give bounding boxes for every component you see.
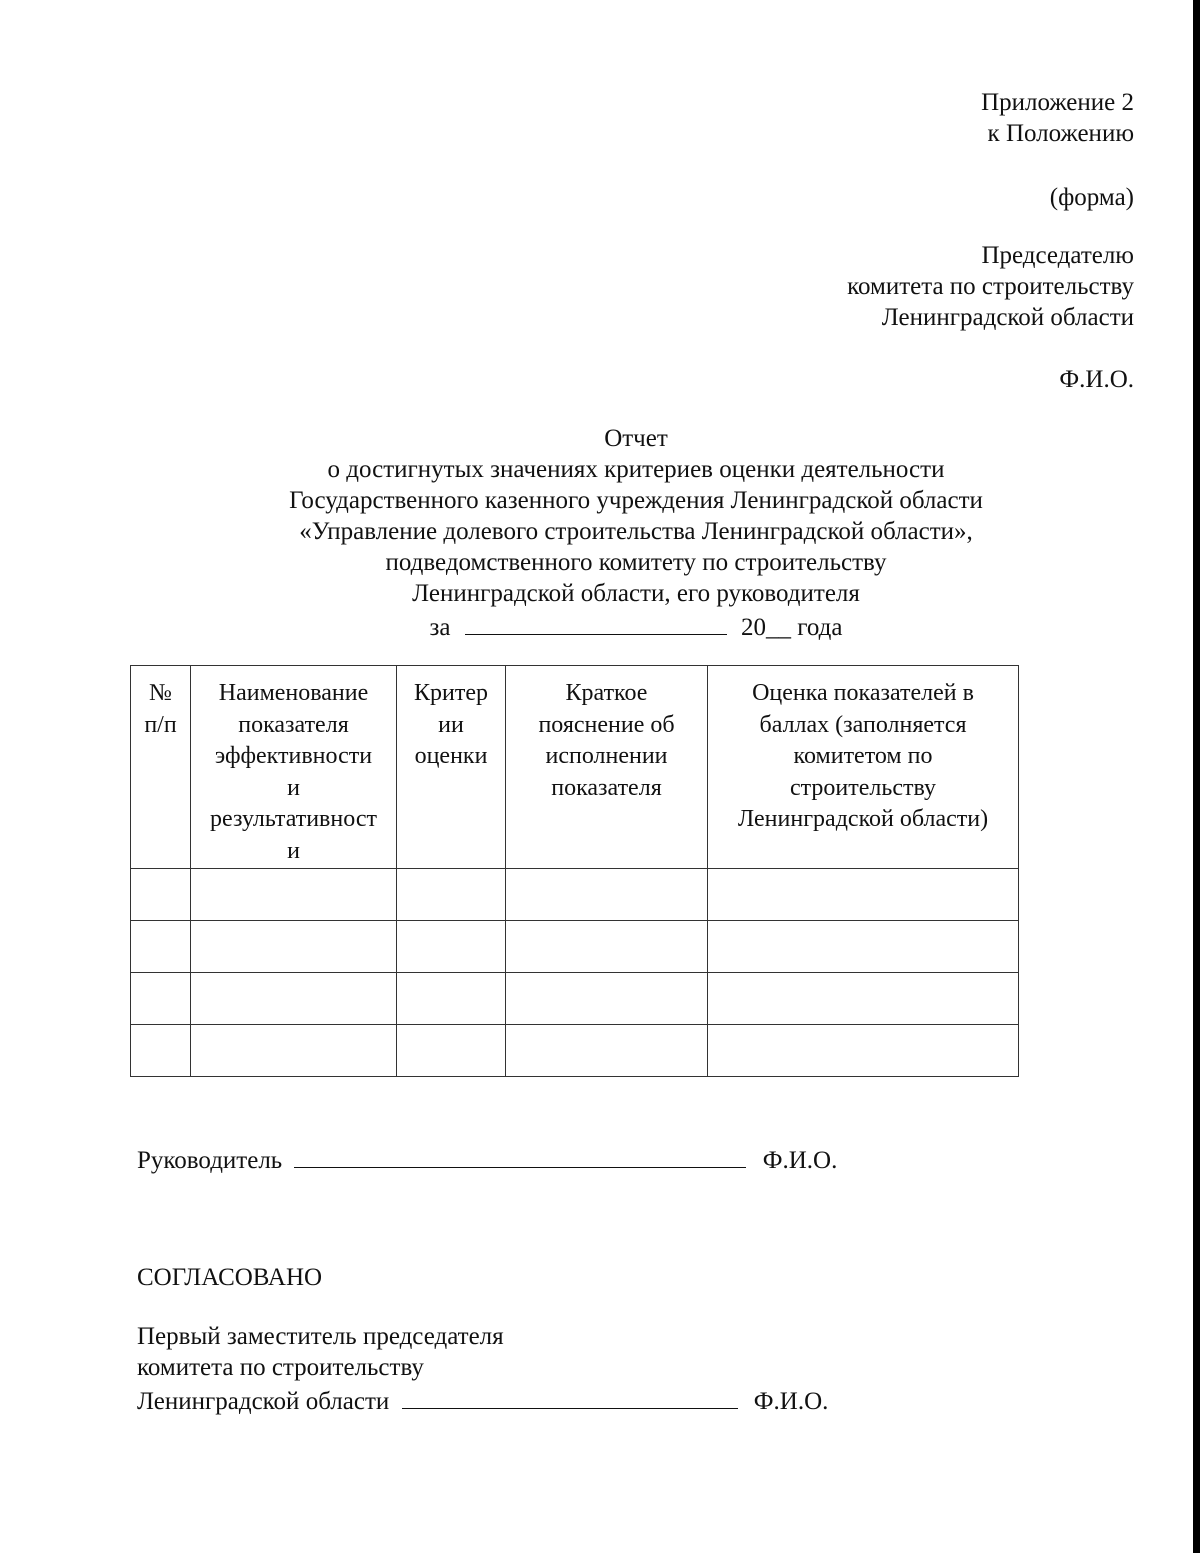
approved-label: СОГЛАСОВАНО xyxy=(137,1264,323,1291)
form-note: (форма) xyxy=(1049,184,1134,211)
table-cell[interactable] xyxy=(191,921,397,973)
table-cell[interactable] xyxy=(191,1025,397,1077)
table-cell[interactable] xyxy=(191,973,397,1025)
table-cell[interactable] xyxy=(708,869,1019,921)
table-cell[interactable] xyxy=(191,869,397,921)
table-cell[interactable] xyxy=(397,921,506,973)
addressee-region: Ленинградской области xyxy=(881,304,1134,331)
table-cell[interactable] xyxy=(708,921,1019,973)
deputy-name: Ф.И.О. xyxy=(753,1388,829,1415)
report-subtitle-line-2: Государственного казенного учреждения Ленинградской области xyxy=(289,487,983,514)
report-subtitle-line-5: Ленинградской области, его руководителя xyxy=(412,580,860,607)
head-name: Ф.И.О. xyxy=(762,1147,838,1174)
period-prefix: за xyxy=(429,614,451,641)
report-subtitle-line-1: о достигнутых значениях критериев оценки деятельности xyxy=(327,456,945,483)
table-cell[interactable] xyxy=(506,1025,708,1077)
period-year: 20__ года xyxy=(741,614,843,641)
report-title: Отчет xyxy=(604,425,668,452)
column-header-indicator-name: Наименование показателя эффективности и результативност и xyxy=(191,666,397,869)
table-row xyxy=(131,1025,1019,1077)
report-table xyxy=(130,665,1019,1077)
head-signature-line xyxy=(137,1145,837,1173)
column-header-criteria: Критер ии оценки xyxy=(397,666,506,869)
column-header-score: Оценка показателей в баллах (заполняется комитетом по строительству Ленинградской области) xyxy=(708,666,1019,869)
table-cell[interactable] xyxy=(131,973,191,1025)
table-cell[interactable] xyxy=(397,973,506,1025)
deputy-signature-line xyxy=(137,1386,828,1414)
table-cell[interactable] xyxy=(708,973,1019,1025)
deputy-signature-blank[interactable] xyxy=(402,1386,738,1409)
period-blank xyxy=(465,612,727,635)
appendix-number: Приложение 2 xyxy=(981,89,1134,116)
table-cell[interactable] xyxy=(131,869,191,921)
table-cell[interactable] xyxy=(397,869,506,921)
table-cell[interactable] xyxy=(397,1025,506,1077)
report-subtitle-line-3: «Управление долевого строительства Ленинградской области», xyxy=(299,518,973,545)
table-cell[interactable] xyxy=(131,1025,191,1077)
table-cell[interactable] xyxy=(708,1025,1019,1077)
table-cell[interactable] xyxy=(506,921,708,973)
deputy-title-line-2: комитета по строительству xyxy=(137,1354,424,1381)
table-row xyxy=(131,921,1019,973)
deputy-title-line-3: Ленинградской области xyxy=(137,1388,390,1415)
table-cell[interactable] xyxy=(506,869,708,921)
table-cell[interactable] xyxy=(506,973,708,1025)
addressee-name: Ф.И.О. xyxy=(1059,366,1134,393)
column-header-explanation: Краткое пояснение об исполнении показателя xyxy=(506,666,708,869)
table-cell[interactable] xyxy=(131,921,191,973)
table-row xyxy=(131,973,1019,1025)
head-signature-blank[interactable] xyxy=(294,1145,746,1168)
head-label: Руководитель xyxy=(137,1147,283,1174)
deputy-title-line-1: Первый заместитель председателя xyxy=(137,1323,504,1350)
page-edge xyxy=(1193,0,1200,1553)
addressee-committee: комитета по строительству xyxy=(847,273,1134,300)
addressee-title: Председателю xyxy=(981,242,1134,269)
table-header-row xyxy=(131,666,1019,869)
column-header-number: № п/п xyxy=(131,666,191,869)
report-subtitle-line-4: подведомственного комитету по строительству xyxy=(385,549,887,576)
appendix-reference: к Положению xyxy=(987,120,1134,147)
report-period xyxy=(0,612,1200,640)
table-row xyxy=(131,869,1019,921)
